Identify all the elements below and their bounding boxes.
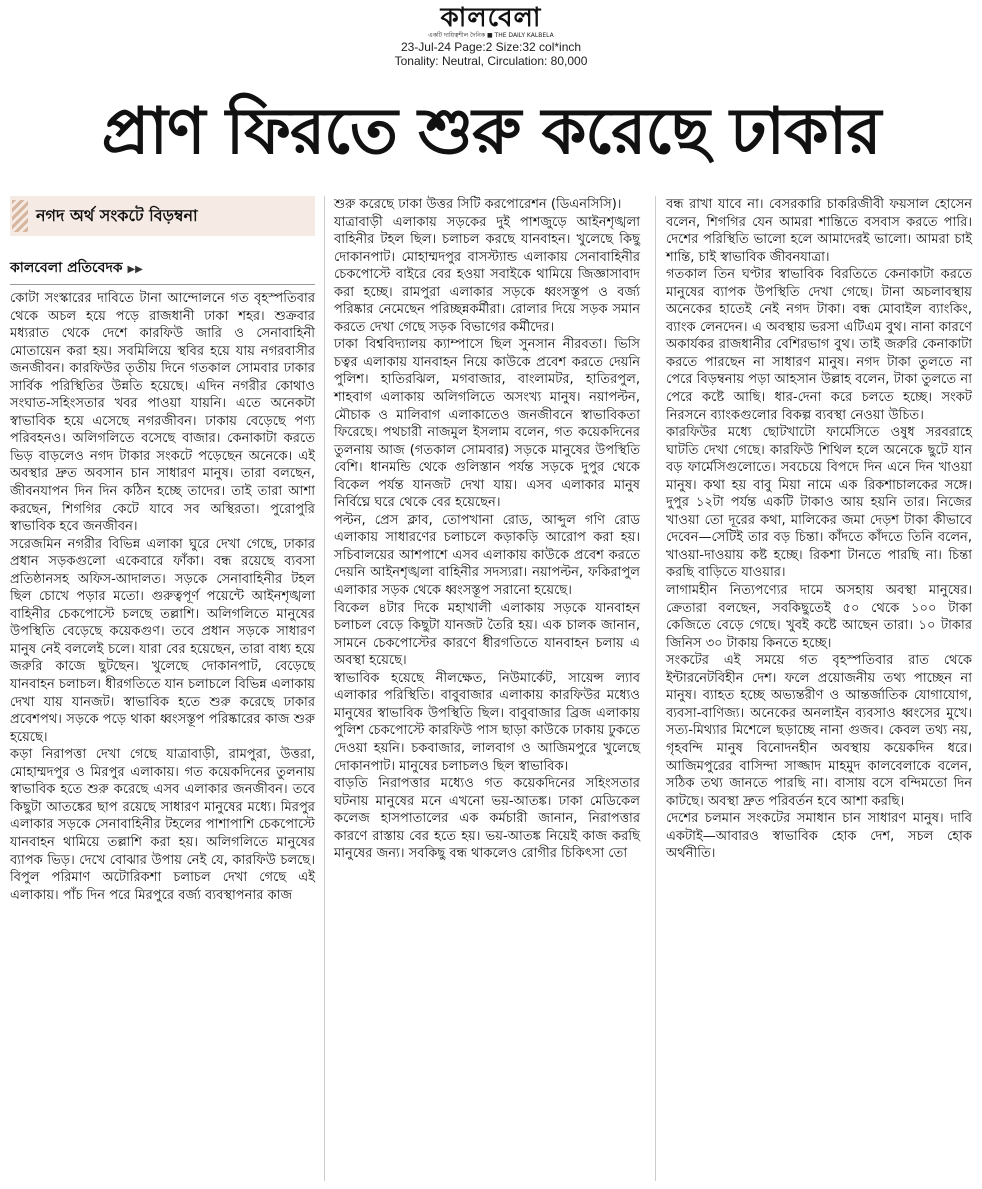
paragraph: সংকটের এই সময়ে গত বৃহস্পতিবার রাত থেকে ইন্টারনেটবিহীন দেশ। ফলে প্রয়োজনীয় তথ্য পাচ্ছেন না মানুষ। ব্যাহত হচ্ছে অভ্যন্তরীণ ও আন্তর্জাতিক যোগাযোগ, ব্যবসা-বাণিজ্য। অনেকের অনলাইন ব্যবসাও ধ্বংসের মুখে। সত্য-মিথ্যার মিশেলে ছড়াচ্ছে নানা গুজব। কেবল তথ্য নয়, গৃহবন্দি মানুষ বিনোদনহীন অবস্থায় কয়েকদিন ধরে। আজিমপুরের বাসিন্দা সাজ্জাদ মাহমুদ কালবেলাকে বলেন, সঠিক তথ্য জানতে পারছি না। বাসায় বসে বন্দিমতো দিন কাটছে। অবস্থা দ্রুত পরিবর্তন হবে আশা করছি। [666,653,972,809]
paragraph: শুরু করেছে ঢাকা উত্তর সিটি করপোরেশন (ডিএনসিসি)। [334,197,622,212]
paragraph: সরেজমিন নগরীর বিভিন্ন এলাকা ঘুরে দেখা গেছে, ঢাকার প্রধান সড়কগুলো একেবারে ফাঁকা। বন্ধ রয়েছে ব্যবসা প্রতিষ্ঠানসহ অফিস-আদালত। সড়কে সেনাবাহিনীর টহল ছিল চোখে পড়ার মতো। গুরুত্বপূর্ণ পয়েন্টে আইনশৃঙ্খলা বাহিনীর চেকপোস্টে চলছে তল্লাশি। অলিগলিতে মানুষের উপস্থিতি বেড়েছে কয়েকগুণ। তবে প্রধান সড়কে সাধারণ মানুষ নেই বললেই চলে। যারা বের হয়েছেন, তারা বাধ্য হয়ে জরুরি কাজে ছুটছেন। খুলেছে দোকানপাট, বেড়েছে যানবাহন চলাচল। ধীরগতিতে যান চলাচলে বিভিন্ন এলাকায় দেখা যায় যানজট। স্বাভাবিক হতে শুরু করেছে ঢাকার প্রবেশপথ। সড়কে পড়ে থাকা ধ্বংসস্তূপ পরিষ্কারের কাজ শুরু হয়েছে। [10,536,315,745]
byline-text: কালবেলা প্রতিবেদক [10,260,123,276]
paragraph: গতকাল তিন ঘণ্টার স্বাভাবিক বিরতিতে কেনাকাটা করতে মানুষের ব্যাপক উপস্থিতি দেখা গেছে। টানা অচলাবস্থায় অনেকের হাতেই নেই নগদ টাকা। বন্ধ মোবাইল ব্যাংকিং, ব্যাংক লেনদেন। এ অবস্থায় ভরসা এটিএম বুথ। নানা কারণে অকার্যকর রাজধানীর বেশিরভাগ বুথ। তাই জরুরি কেনাকাটা করতে পারছেন না সাধারণ মানুষ। নগদ টাকা তুলতে না পেরে বিড়ম্বনায় পড়া আহসান উল্লাহ বলেন, টাকা তুলতে না পেরে কষ্টে আছি। ধার-দেনা করে চলতে হচ্ছে। সংকট নিরসনে ব্যাংকগুলোর বিকল্প ব্যবস্থা নেওয়া উচিত। [666,267,972,423]
article-column-3 [666,196,972,863]
article-headline: প্রাণ ফিরতে শুরু করেছে ঢাকার [101,95,881,169]
byline-divider [10,284,315,285]
column-divider [324,196,325,1181]
article-subhead: নগদ অর্থ সংকটে বিড়ম্বনা [36,206,198,225]
ornament-icon [12,200,28,232]
article-column-2 [334,196,640,863]
paragraph: কারফিউর মধ্যে ছোটখাটো ফার্মেসিতে ওষুধ সরবরাহে ঘাটতি দেখা গেছে। কারফিউ শিথিল হলে অনেকে ছুটে যান বড় ফার্মেসিগুলোতে। সবচেয়ে বিপদে দিন এনে দিন খাওয়া মানুষ। কথা হয় বাবু মিয়া নামে এক রিকশাচালকের সঙ্গে। দুপুর ১২টা পর্যন্ত একটি টাকাও আয় হয়নি তার। নিজের খাওয়া তো দূরের কথা, মালিকের জমা দেড়শ টাকা কীভাবে দেবেন—সেটিই তার বড় চিন্তা। কাঁদতে কাঁদতে তিনি বলেন, খাওয়া-দাওয়ায় কষ্ট হচ্ছে। রিকশা টানতে পারছি না। চিন্তা করছি বাড়িতে যাওয়ার। [666,425,972,581]
paragraph: কড়া নিরাপত্তা দেখা গেছে যাত্রাবাড়ী, রামপুরা, উত্তরা, মোহাম্মদপুর ও মিরপুর এলাকায়। গত কয়েকদিনের তুলনায় স্বাভাবিক হতে শুরু করেছে এসব এলাকার জনজীবন। তবে কিছুটা আতঙ্কের ছাপ রয়েছে সাধারণ মানুষের মধ্যে। মিরপুর এলাকার সড়কে সেনাবাহিনীর টহলের পাশাপাশি চেকপোস্টে যানবাহন থামিয়ে তল্লাশি করা হয়। অলিগলিতে মানুষের ব্যাপক ভিড়। দেখে বোঝার উপায় নেই যে, কারফিউ চলছে। বিপুল পরিমাণ অটোরিকশা চলাচল দেখা গেছে এই এলাকায়। পাঁচ দিন পরে মিরপুরে বর্জ্য ব্যবস্থাপনার কাজ [10,747,315,903]
byline [10,258,315,280]
clipping-meta-tonality: Tonality: Neutral, Circulation: 80,000 [394,54,588,68]
article-column-1 [10,290,315,904]
masthead [0,4,982,68]
paragraph: বাড়তি নিরাপত্তার মধ্যেও গত কয়েকদিনের সহিংসতার ঘটনায় মানুষের মনে এখনো ভয়-আতঙ্ক। ঢাকা মেডিকেল কলেজ হাসপাতালের এক কর্মচারী জানান, নিরাপত্তার কারণে রাস্তায় বের হতে হয়। ভয়-আতঙ্ক নিয়েই কাজ করছি মানুষের জন্য। সবকিছু বন্ধ থাকলেও রোগীর চিকিৎসা তো [334,776,640,862]
paragraph: কোটা সংস্কারের দাবিতে টানা আন্দোলনে গত বৃহস্পতিবার থেকে অচল হয়ে পড়ে রাজধানী ঢাকা শহর। শুক্রবার মধ্যরাত থেকে দেশে কারফিউ জারি ও সেনাবাহিনী মোতায়েন করা হয়। সবমিলিয়ে স্থবির হয়ে যায় নগরবাসীর জনজীবন। কারফিউর তৃতীয় দিনে গতকাল সোমবার ঢাকার সার্বিক পরিস্থিতির উন্নতি হয়েছে। এদিন নগরীর কোথাও সংঘাত-সহিংসতার খবর পাওয়া যায়নি। এতে অনেকটা স্বাভাবিক হয়ে এসেছে নগরজীবন। ঢাকায় বেড়েছে পণ্য পরিবহনও। অলিগলিতে বসেছে বাজার। কেনাকাটা করতে ভিড় বাড়লেও নগদ টাকার সংকটে পড়েছেন অনেকে। এই অবস্থার দ্রুত অবসান চান সাধারণ মানুষ। তারা বলছেন, জীবনযাপন দিন দিন কঠিন হচ্ছে তাদের। তাই তারা আশা করছেন, শিগগির কেটে যাবে সব অস্থিরতা। পুরোপুরি স্বাভাবিক হবে জনজীবন। [10,291,315,535]
double-chevron-right-icon: ▶▶ [127,264,143,275]
newspaper-logo: কালবেলা [440,3,542,33]
paragraph: পল্টন, প্রেস ক্লাব, তোপখানা রোড, আব্দুল গণি রোড এলাকায় সাধারণের চলাচলে কড়াকড়ি আরোপ করা হয়। সচিবালয়ের আশপাশে এসব এলাকায় কাউকে প্রবেশ করতে দেয়নি আইনশৃঙ্খলা বাহিনীর সদস্যরা। নয়াপল্টন, ফকিরাপুল এলাকার সড়ক থেকে ধ্বংসস্তূপ সরানো হয়েছে। [334,512,640,599]
newspaper-tagline: একটি দায়িত্বশীল দৈনিক ■ THE DAILY KALBELA [428,32,554,39]
paragraph: বন্ধ রাখা যাবে না। বেসরকারি চাকরিজীবী ফয়সাল হোসেন বলেন, শিগগির যেন আমরা শান্তিতে বসবাস করতে পারি। দেশের পরিস্থিতি ভালো হলে আমাদেরই ভালো। আমরা চাই শান্তি, চাই স্বাভাবিক জীবনযাত্রা। [666,197,972,265]
paragraph: দেশের চলমান সংকটের সমাধান চান সাধারণ মানুষ। দাবি একটাই—আবারও স্বাভাবিক হোক দেশ, সচল হোক অর্থনীতি। [666,811,972,862]
paragraph: যাত্রাবাড়ী এলাকায় সড়কের দুই পাশজুড়ে আইনশৃঙ্খলা বাহিনীর টহল ছিল। চলাচল করছে যানবাহন। খুলেছে কিছু দোকানপাট। মোহাম্মদপুর বাসস্ট্যান্ড এলাকায় সেনাবাহিনীর চেকপোস্টে বাইরে বের হওয়া সবাইকে থামিয়ে জিজ্ঞাসাবাদ করা হচ্ছে। রামপুরা এলাকার সড়কে ধ্বংসস্তূপ ও বর্জ্য পরিষ্কার নেমেছেন পরিচ্ছন্নকর্মীরা। রোলার দিয়ে সড়ক সমান করতে দেখা গেছে সড়ক বিভাগের কর্মীদের। [334,214,640,335]
clipping-meta-date: 23-Jul-24 Page:2 Size:32 col*inch [400,40,582,54]
article-subhead-box [10,196,315,236]
paragraph: লাগামহীন নিত্যপণ্যের দামে অসহায় অবস্থা মানুষের। ক্রেতারা বলছেন, সবকিছুতেই ৫০ থেকে ১০০ টাকা কেজিতে বেড়ে গেছে। খুবই কষ্টে আছেন তারা। ১০ টাকার জিনিস ৩০ টাকায় কিনতে হচ্ছে। [666,583,972,651]
paragraph: বিকেল ৪টার দিকে মহাখালী এলাকায় সড়কে যানবাহন চলাচল বেড়ে কিছুটা যানজট তৈরি হয়। এক চালক জানান, সামনে চেকপোস্টের কারণে ধীরগতিতে যানবাহন চলায় এ অবস্থা হয়েছে। [334,600,640,669]
paragraph: ঢাকা বিশ্ববিদ্যালয় ক্যাম্পাসে ছিল সুনসান নীরবতা। ভিসি চত্বর এলাকায় যানবাহন নিয়ে কাউকে প্রবেশ করতে দেয়নি পুলিশ। হাতিরঝিল, মগবাজার, বাংলামটর, হাতিরপুল, শাহবাগ এলাকায় অলিগলিতে অসংখ্য মানুষ। নয়াপল্টন, মৌচাক ও মালিবাগ এলাকাতেও জনজীবনে স্বাভাবিকতা ফিরেছে। পথচারী নাজমুল ইসলাম বলেন, গত কয়েকদিনের তুলনায় আজ (গতকাল সোমবার) সড়কে মানুষের উপস্থিতি বেশি। ধানমন্ডি থেকে গুলিস্তান পর্যন্ত সড়কে দুপুর থেকে বিকেল পর্যন্ত যানজট দেখা যায়। এসব এলাকার মানুষ নির্বিঘ্নে ঘরে থেকে বের হয়েছেন। [334,337,640,511]
paragraph: স্বাভাবিক হয়েছে নীলক্ষেত, নিউমার্কেট, সায়েন্স ল্যাব এলাকার পরিস্থিতি। বাবুবাজার এলাকায় কারফিউর মধ্যেও মানুষের স্বাভাবিক উপস্থিতি ছিল। বাবুবাজার ব্রিজ এলাকায় পুলিশ চেকপোস্টে কারফিউ পাস ছাড়া কাউকে ঢাকায় ঢুকতে দেওয়া হয়নি। চকবাজার, লালবাগ ও আজিমপুরে খুলেছে দোকানপাট। মানুষের চলাচলও ছিল স্বাভাবিক। [334,670,640,774]
column-divider [655,196,656,1181]
